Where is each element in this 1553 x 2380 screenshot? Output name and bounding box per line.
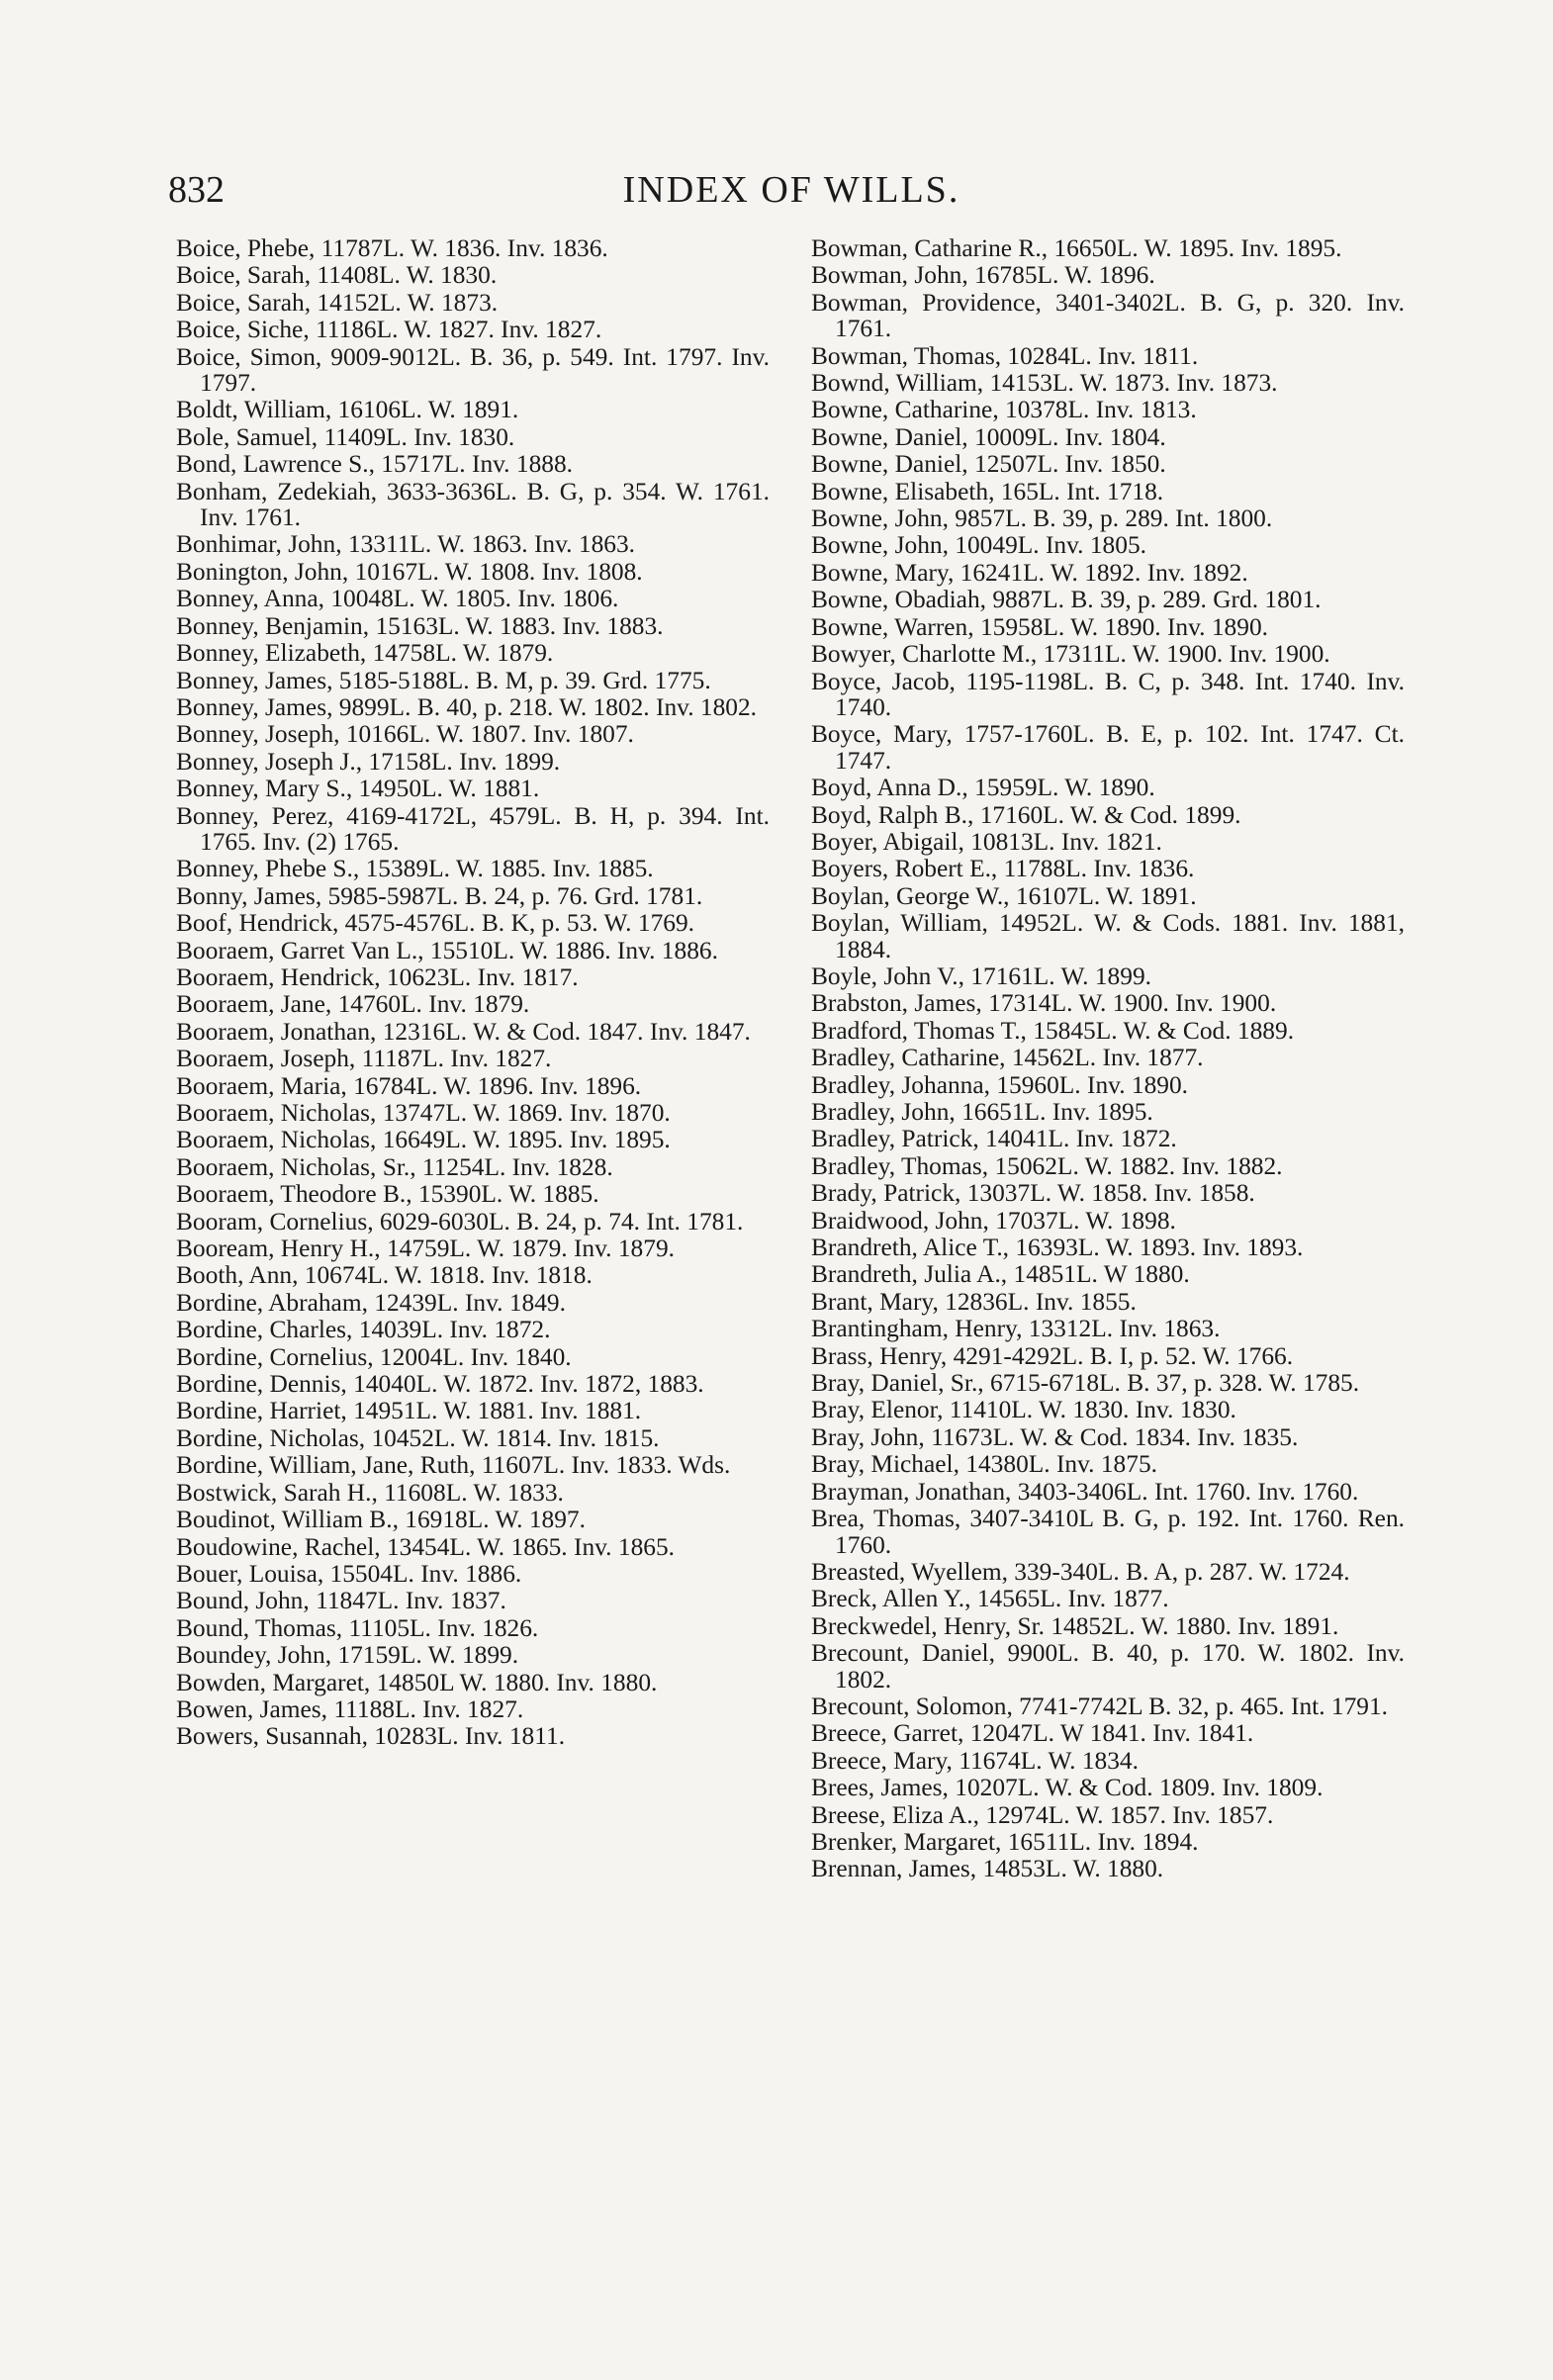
index-entry: Booraem, Garret Van L., 15510L. W. 1886. Inv. 1886. xyxy=(176,936,718,964)
index-entry: Boudinot, William B., 16918L. W. 1897. xyxy=(176,1506,586,1534)
index-entry: Bowne, Elisabeth, 165L. Int. 1718. xyxy=(811,477,1164,505)
index-entry: Bradley, Patrick, 14041L. Inv. 1872. xyxy=(811,1125,1177,1153)
index-entry: Boldt, William, 16106L. W. 1891. xyxy=(176,396,519,424)
index-entry: Bowers, Susannah, 10283L. Inv. 1811. xyxy=(176,1722,566,1751)
index-entry: Bradley, Thomas, 15062L. W. 1882. Inv. 1882. xyxy=(811,1151,1283,1180)
index-entry: Boice, Sarah, 14152L. W. 1873. xyxy=(176,288,499,317)
index-entry: Bonney, Joseph, 10166L. W. 1807. Inv. 1807. xyxy=(176,720,634,749)
index-entry: Bray, John, 11673L. W. & Cod. 1834. Inv. 1835. xyxy=(811,1422,1299,1451)
index-entry: Bordine, Charles, 14039L. Inv. 1872. xyxy=(176,1316,551,1344)
index-entry: Booraem, Theodore B., 15390L. W. 1885. xyxy=(176,1180,599,1209)
index-entry: Boice, Sarah, 11408L. W. 1830. xyxy=(176,261,498,290)
index-entry: Bonhimar, John, 13311L. W. 1863. Inv. 1863. xyxy=(176,530,635,559)
index-entry: Brady, Patrick, 13037L. W. 1858. Inv. 1858. xyxy=(811,1179,1255,1208)
index-entry: Brantingham, Henry, 13312L. Inv. 1863. xyxy=(811,1315,1221,1343)
page-header xyxy=(168,168,1415,228)
index-entry: Bradley, Johanna, 15960L. Inv. 1890. xyxy=(811,1070,1189,1099)
index-entry: Bowman, Thomas, 10284L. Inv. 1811. xyxy=(811,341,1199,370)
index-entry: Bond, Lawrence S., 15717L. Inv. 1888. xyxy=(176,450,574,479)
index-entry: Boudowine, Rachel, 13454L. W. 1865. Inv. 1865. xyxy=(176,1532,676,1561)
index-entry: Bouer, Louisa, 15504L. Inv. 1886. xyxy=(176,1559,522,1588)
index-entry: Breasted, Wyellem, 339-340L. B. A, p. 287. W. 1724. xyxy=(811,1557,1350,1586)
index-entry: Bowne, Warren, 15958L. W. 1890. Inv. 1890. xyxy=(811,612,1268,641)
index-entry: Bradley, John, 16651L. Inv. 1895. xyxy=(811,1098,1153,1126)
index-entry: Brecount, Solomon, 7741-7742L B. 32, p. 465. Int. 1791. xyxy=(811,1692,1389,1720)
index-entry: Braidwood, John, 17037L. W. 1898. xyxy=(811,1206,1176,1235)
index-entry: Brees, James, 10207L. W. & Cod. 1809. Inv. 1809. xyxy=(811,1774,1324,1802)
index-entry: Bradley, Catharine, 14562L. Inv. 1877. xyxy=(811,1044,1204,1072)
index-entry: Bowne, John, 9857L. B. 39, p. 289. Int. 1800. xyxy=(811,504,1273,533)
index-entry: Boice, Siche, 11186L. W. 1827. Inv. 1827. xyxy=(176,316,602,344)
index-entry: Boylan, William, 14952L. W. & Cods. 1881. Inv. 1881, 1884. xyxy=(811,909,1405,963)
index-entry: Bordine, Harriet, 14951L. W. 1881. Inv. 1881. xyxy=(176,1397,642,1425)
right-column xyxy=(811,235,1405,1883)
index-entry: Bole, Samuel, 11409L. Inv. 1830. xyxy=(176,422,515,451)
index-entry: Brant, Mary, 12836L. Inv. 1855. xyxy=(811,1287,1137,1316)
index-entry: Bonington, John, 10167L. W. 1808. Inv. 1808. xyxy=(176,557,643,586)
index-entry: Bowne, John, 10049L. Inv. 1805. xyxy=(811,531,1146,560)
index-entry: Boice, Simon, 9009-9012L. B. 36, p. 549. Int. 1797. Inv. 1797. xyxy=(176,342,770,398)
index-entry: Bray, Elenor, 11410L. W. 1830. Inv. 1830. xyxy=(811,1396,1236,1424)
index-entry: Bonney, Mary S., 14950L. W. 1881. xyxy=(176,775,540,803)
index-entry: Boyer, Abigail, 10813L. Inv. 1821. xyxy=(811,827,1162,856)
index-entry: Brecount, Daniel, 9900L. B. 40, p. 170. W. 1802. Inv. 1802. xyxy=(811,1639,1405,1693)
index-entry: Booraem, Maria, 16784L. W. 1896. Inv. 1896. xyxy=(176,1071,642,1100)
index-entry: Booraem, Nicholas, 13747L. W. 1869. Inv. 1870. xyxy=(176,1099,671,1127)
index-entry: Bonney, James, 5185-5188L. B. M, p. 39. Grd. 1775. xyxy=(176,666,711,694)
index-entry: Booream, Henry H., 14759L. W. 1879. Inv. 1879. xyxy=(176,1235,675,1263)
left-column xyxy=(176,235,770,1751)
index-entry: Bradford, Thomas T., 15845L. W. & Cod. 1889. xyxy=(811,1016,1295,1045)
index-entry: Boyd, Anna D., 15959L. W. 1890. xyxy=(811,774,1155,802)
index-entry: Bowne, Daniel, 10009L. Inv. 1804. xyxy=(811,422,1166,451)
running-title: INDEX OF WILLS. xyxy=(622,169,960,211)
index-entry: Bowne, Daniel, 12507L. Inv. 1850. xyxy=(811,450,1166,479)
index-entry: Booraem, Jane, 14760L. Inv. 1879. xyxy=(176,990,530,1019)
index-entry: Boyce, Mary, 1757-1760L. B. E, p. 102. Int. 1747. Ct. 1747. xyxy=(811,720,1405,775)
index-entry: Bray, Michael, 14380L. Inv. 1875. xyxy=(811,1450,1157,1479)
index-entry: Boundey, John, 17159L. W. 1899. xyxy=(176,1641,519,1670)
index-entry: Bonham, Zedekiah, 3633-3636L. B. G, p. 354. W. 1761. Inv. 1761. xyxy=(176,477,770,532)
index-entry: Brass, Henry, 4291-4292L. B. I, p. 52. W. 1766. xyxy=(811,1341,1294,1370)
index-entry: Booraem, Jonathan, 12316L. W. & Cod. 1847. Inv. 1847. xyxy=(176,1017,751,1046)
index-entry: Booraem, Joseph, 11187L. Inv. 1827. xyxy=(176,1045,552,1073)
index-entry: Bonney, Benjamin, 15163L. W. 1883. Inv. 1883. xyxy=(176,611,664,640)
index-entry: Bonney, James, 9899L. B. 40, p. 218. W. 1802. Inv. 1802. xyxy=(176,692,758,721)
index-entry: Booth, Ann, 10674L. W. 1818. Inv. 1818. xyxy=(176,1261,593,1290)
index-entry: Breck, Allen Y., 14565L. Inv. 1877. xyxy=(811,1585,1169,1613)
index-entry: Bowne, Obadiah, 9887L. B. 39, p. 289. Grd. 1801. xyxy=(811,586,1322,614)
index-entry: Booraem, Nicholas, 16649L. W. 1895. Inv. 1895. xyxy=(176,1126,671,1154)
index-entry: Bowman, Providence, 3401-3402L. B. G, p. 320. Inv. 1761. xyxy=(811,288,1405,343)
index-entry: Bonney, Phebe S., 15389L. W. 1885. Inv. 1885. xyxy=(176,855,654,883)
index-entry: Booraem, Nicholas, Sr., 11254L. Inv. 1828. xyxy=(176,1152,613,1181)
index-entry: Bordine, Nicholas, 10452L. W. 1814. Inv. 1815. xyxy=(176,1423,660,1452)
index-entry: Brabston, James, 17314L. W. 1900. Inv. 1900. xyxy=(811,989,1277,1018)
index-entry: Bowen, James, 11188L. Inv. 1827. xyxy=(176,1694,524,1723)
index-entry: Boylan, George W., 16107L. W. 1891. xyxy=(811,881,1197,910)
index-entry: Bound, John, 11847L. Inv. 1837. xyxy=(176,1587,506,1615)
index-entry: Boyle, John V., 17161L. W. 1899. xyxy=(811,961,1151,990)
index-entry: Bowne, Catharine, 10378L. Inv. 1813. xyxy=(811,396,1197,424)
index-entry: Brea, Thomas, 3407-3410L B. G, p. 192. Int. 1760. Ren. 1760. xyxy=(811,1505,1405,1559)
index-entry: Bordine, Cornelius, 12004L. Inv. 1840. xyxy=(176,1342,572,1371)
index-entry: Bowden, Margaret, 14850L W. 1880. Inv. 1880. xyxy=(176,1668,658,1696)
index-entry: Bowne, Mary, 16241L. W. 1892. Inv. 1892. xyxy=(811,558,1248,587)
index-entry: Bonney, Joseph J., 17158L. Inv. 1899. xyxy=(176,747,561,776)
index-entry: Bownd, William, 14153L. W. 1873. Inv. 1873. xyxy=(811,369,1278,398)
index-entry: Bowyer, Charlotte M., 17311L. W. 1900. Inv. 1900. xyxy=(811,640,1330,669)
index-entry: Brenker, Margaret, 16511L. Inv. 1894. xyxy=(811,1827,1199,1856)
index-entry: Bray, Daniel, Sr., 6715-6718L. B. 37, p. 328. W. 1785. xyxy=(811,1369,1360,1398)
index-entry: Bordine, Abraham, 12439L. Inv. 1849. xyxy=(176,1288,566,1317)
index-entry: Breece, Mary, 11674L. W. 1834. xyxy=(811,1746,1139,1775)
index-entry: Breese, Eliza A., 12974L. W. 1857. Inv. 1857. xyxy=(811,1800,1274,1829)
index-entry: Brayman, Jonathan, 3403-3406L. Int. 1760. Inv. 1760. xyxy=(811,1477,1359,1506)
index-entry: Brandreth, Alice T., 16393L. W. 1893. Inv. 1893. xyxy=(811,1234,1304,1262)
index-entry: Bonney, Elizabeth, 14758L. W. 1879. xyxy=(176,639,554,668)
index-entry: Bound, Thomas, 11105L. Inv. 1826. xyxy=(176,1613,539,1642)
index-entry: Breckwedel, Henry, Sr. 14852L. W. 1880. Inv. 1891. xyxy=(811,1611,1339,1640)
index-entry: Bostwick, Sarah H., 11608L. W. 1833. xyxy=(176,1478,564,1507)
index-entry: Brandreth, Julia A., 14851L. W 1880. xyxy=(811,1260,1190,1289)
index-entry: Bordine, Dennis, 14040L. W. 1872. Inv. 1872, 1883. xyxy=(176,1370,704,1399)
index-entry: Bonney, Anna, 10048L. W. 1805. Inv. 1806. xyxy=(176,585,619,613)
index-entry: Boyce, Jacob, 1195-1198L. B. C, p. 348. Int. 1740. Inv. 1740. xyxy=(811,667,1405,721)
index-entry: Boof, Hendrick, 4575-4576L. B. K, p. 53. W. 1769. xyxy=(176,909,695,938)
index-entry: Bonney, Perez, 4169-4172L, 4579L. B. H, p. 394. Int. 1765. Inv. (2) 1765. xyxy=(176,801,770,856)
index-entry: Brennan, James, 14853L. W. 1880. xyxy=(811,1855,1164,1883)
index-entry: Bordine, William, Jane, Ruth, 11607L. Inv. 1833. Wds. xyxy=(176,1451,731,1480)
index-entry: Booraem, Hendrick, 10623L. Inv. 1817. xyxy=(176,962,579,991)
index-entry: Boyers, Robert E., 11788L. Inv. 1836. xyxy=(811,855,1195,883)
index-entry: Bowman, John, 16785L. W. 1896. xyxy=(811,261,1155,290)
index-entry: Bowman, Catharine R., 16650L. W. 1895. Inv. 1895. xyxy=(811,234,1342,262)
index-entry: Booram, Cornelius, 6029-6030L. B. 24, p. 74. Int. 1781. xyxy=(176,1207,744,1236)
index-entry: Breece, Garret, 12047L. W 1841. Inv. 1841. xyxy=(811,1719,1254,1748)
index-entry: Boyd, Ralph B., 17160L. W. & Cod. 1899. xyxy=(811,800,1241,829)
index-entry: Bonny, James, 5985-5987L. B. 24, p. 76. Grd. 1781. xyxy=(176,881,703,910)
index-entry: Boice, Phebe, 11787L. W. 1836. Inv. 1836. xyxy=(176,234,608,262)
page-number: 832 xyxy=(168,169,225,211)
